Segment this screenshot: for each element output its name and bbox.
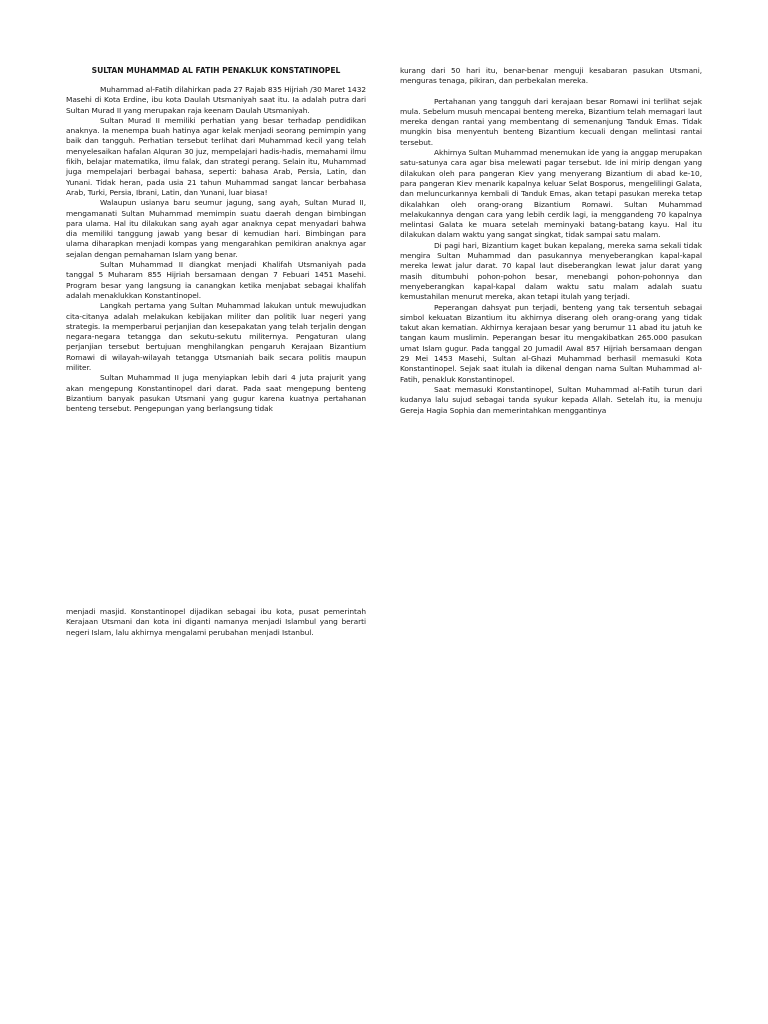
paragraph: Sultan Murad II memiliki perhatian yang besar terhadap pendidikan anaknya. Ia menempa buah hatinya agar kelak menjadi seorang pemimpin yang baik dan tangguh. Perhatian tersebut terlihat dari Muhammad kecil yang telah menyelesaikan hafalan Alquran 30 juz, mempelajari hadis-hadis, memahami ilmu fikih, belajar matematika, ilmu falak, dan strategi perang. Selain itu, Muhammad juga mempelajari berbagai bahasa, seperti: bahasa Arab, Persia, Latin, dan Yunani. Tidak heran, pada usia 21 tahun Muhammad sangat lancar berbahasa Arab, Turki, Persia, Ibrani, Latin, dan Yunani, luar biasa! [66, 115, 366, 197]
paragraph: Di pagi hari, Bizantium kaget bukan kepalang, mereka sama sekali tidak mengira Sultan Muhammad dan pasukannya menyeberangkan kapal-kapal mereka lewat jalur darat. 70 kapal laut diseberangkan lewat jalur darat yang masih ditumbuhi pohon-pohon besar, menebangi pohon-pohonnya dan menyeberangkan kapal-kapal dalam waktu satu malam adalah suatu kemustahilan menurut mereka, akan tetapi itulah yang terjadi. [400, 240, 702, 302]
right-column [400, 66, 702, 416]
paragraph: Peperangan dahsyat pun terjadi, benteng yang tak tersentuh sebagai simbol kekuatan Bizantium itu akhirnya diserang oleh orang-orang yang tidak takut akan kematian. Akhirnya kerajaan besar yang berumur 11 abad itu jatuh ke tangan kaum muslimin. Peperangan besar itu mengakibatkan 265.000 pasukan umat Islam gugur. Pada tanggal 20 Jumadil Awal 857 Hijriah bersamaan dengan 29 Mei 1453 Masehi, Sultan al-Ghazi Muhammad berhasil memasuki Kota Konstantinopel. Sejak saat itulah ia dikenal dengan nama Sultan Muhammad al-Fatih, penakluk Konstantinopel. [400, 302, 702, 384]
paragraph: Muhammad al-Fatih dilahirkan pada 27 Rajab 835 Hijriah /30 Maret 1432 Masehi di Kota Erdine, ibu kota Daulah Utsmaniyah saat itu. Ia adalah putra dari Sultan Murad II yang merupakan raja keenam Daulah Utsmaniyah. [66, 85, 367, 115]
left-column-continuation [66, 607, 366, 638]
document-title: SULTAN MUHAMMAD AL FATIH PENAKLUK KONSTATINOPEL [91, 66, 341, 75]
paragraph: Saat memasuki Konstantinopel, Sultan Muhammad al-Fatih turun dari kudanya lalu sujud sebagai tanda syukur kepada Allah. Setelah itu, ia menuju Gereja Hagia Sophia dan memerintahkan menggantinya [400, 384, 702, 415]
left-column [66, 85, 366, 415]
paragraph: Pertahanan yang tangguh dari kerajaan besar Romawi ini terlihat sejak mula. Sebelum musuh mencapai benteng mereka, Bizantium telah memagari laut mereka dengan rantai yang membentang di semenanjung Tanduk Emas. Tidak mungkin bisa menyentuh benteng Bizantium kecuali dengan melintasi rantai tersebut. [400, 96, 702, 147]
paragraph: Akhirnya Sultan Muhammad menemukan ide yang ia anggap merupakan satu-satunya cara agar bisa melewati pagar tersebut. Ide ini mirip dengan yang dilakukan oleh para pangeran Kiev yang menyerang Bizantium di abad ke-10, para pangeran Kiev menarik kapalnya keluar Selat Bosporus, mengelilingi Galata, dan meluncurkannya kembali di Tanduk Emas, akan tetapi pasukan mereka tetap dikalahkan oleh orang-orang Bizantium Romawi. Sultan Muhammad melakukannya dengan cara yang lebih cerdik lagi, ia menggandeng 70 kapalnya melintasi Galata ke muara setelah meminyaki batang-batang kayu. Hal itu dilakukan dalam waktu yang sangat singkat, tidak sampai satu malam. [400, 148, 702, 240]
paragraph: Sultan Muhammad II juga menyiapkan lebih dari 4 juta prajurit yang akan mengepung Konstantinopel dari darat. Pada saat mengepung benteng Bizantium banyak pasukan Utsmani yang gugur karena kuatnya pertahanan benteng tersebut. Pengepungan yang berlangsung tidak [66, 373, 366, 414]
paragraph: menjadi masjid. Konstantinopel dijadikan sebagai ibu kota, pusat pemerintah Kerajaan Utsmani dan kota ini diganti namanya menjadi Islambul yang berarti negeri Islam, lalu akhirnya mengalami perubahan menjadi Istanbul. [66, 607, 366, 637]
paragraph: kurang dari 50 hari itu, benar-benar menguji kesabaran pasukan Utsmani, menguras tenaga, pikiran, dan perbekalan mereka. [400, 66, 702, 86]
paragraph: Langkah pertama yang Sultan Muhammad lakukan untuk mewujudkan cita-citanya adalah melakukan kebijakan militer dan politik luar negeri yang strategis. Ia memperbarui perjanjian dan kesepakatan yang telah terjalin dengan negara-negara tetangga dan sekutu-sekutu militernya. Pengaturan ulang perjanjian tersebut bertujuan menghilangkan pengaruh Kerajaan Bizantium Romawi di wilayah-wilayah tetangga Utsmaniah baik secara politis maupun militer. [66, 301, 366, 373]
paragraph: Walaupun usianya baru seumur jagung, sang ayah, Sultan Murad II, mengamanati Sultan Muhammad memimpin suatu daerah dengan bimbingan para ulama. Hal itu dilakukan sang ayah agar anaknya cepat menyadari bahwa dia memiliki tanggung jawab yang besar di kemudian hari. Bimbingan para ulama diharapkan menjadi kompas yang mengarahkan pemikiran anaknya agar sejalan dengan pemahaman Islam yang benar. [66, 198, 366, 259]
paragraph: Sultan Muhammad II diangkat menjadi Khalifah Utsmaniyah pada tanggal 5 Muharam 855 Hijriah bersamaan dengan 7 Febuari 1451 Masehi. Program besar yang langsung ia canangkan ketika menjabat sebagai khalifah adalah menaklukkan Konstantinopel. [66, 260, 366, 300]
